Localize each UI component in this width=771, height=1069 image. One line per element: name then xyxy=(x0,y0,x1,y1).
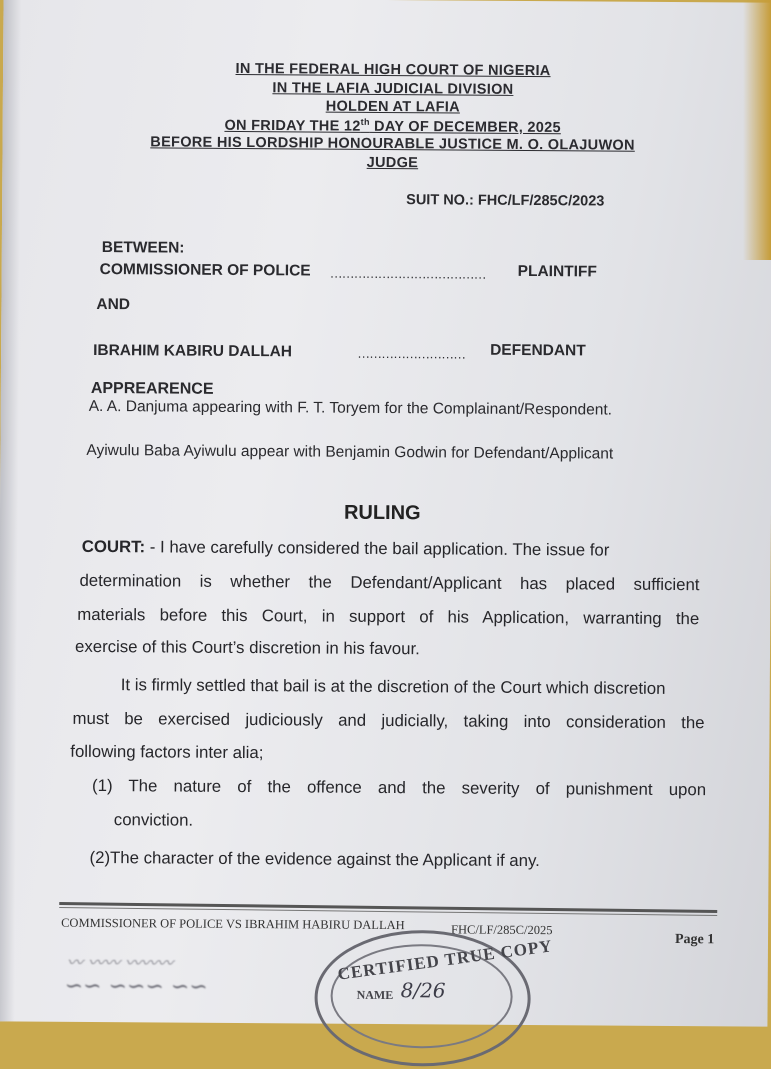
footer-page-number: Page 1 xyxy=(674,932,715,948)
plaintiff-role: PLAINTIFF xyxy=(517,262,597,281)
footer-suit-number: FHC/LF/285C/2025 xyxy=(451,922,553,938)
ruling-paragraph-1-line-3: materials before this Court, in support of his Application, warranting the xyxy=(77,604,700,629)
footer-case-title: COMMISSIONER OF POLICE VS IBRAHIM HABIRU DALLAH xyxy=(61,915,405,933)
factor-1-line-1: (1) The nature of the offence and the severity of punishment upon xyxy=(92,775,707,800)
page-shadow xyxy=(0,0,22,1021)
stamp-text: CERTIFIED TRUE COPY xyxy=(336,936,554,984)
ruling-paragraph-2-line-1: It is firmly settled that bail is at the discretion of the Court which discretion xyxy=(120,675,666,698)
defendant-name: IBRAHIM KABIRU DALLAH xyxy=(93,341,293,361)
handwritten-note-icon: 〰 〰〰 〰〰〰 xyxy=(66,952,174,973)
judge-line: BEFORE HIS LORDSHIP HONOURABLE JUSTICE M. O. OLAJUWON xyxy=(150,134,635,154)
appearance-heading: APPREARENCE xyxy=(90,379,214,398)
judge-title: JUDGE xyxy=(366,154,419,172)
factor-2: (2)The character of the evidence against the Applicant if any. xyxy=(89,847,540,871)
paper-edge-background xyxy=(743,0,771,260)
suit-number: SUIT NO.: FHC/LF/285C/2023 xyxy=(406,192,605,210)
ruling-paragraph-1-line-1: COURT: - I have carefully considered the bail application. The issue for xyxy=(81,536,610,560)
appearance-line-1: A. A. Danjuma appearing with F. T. Toryem for the Complainant/Respondent. xyxy=(88,397,613,419)
between-label: BETWEEN: xyxy=(101,239,185,257)
and-label: AND xyxy=(96,295,131,314)
ruling-title: RULING xyxy=(343,501,421,525)
ruling-paragraph-2-line-3: following factors inter alia; xyxy=(70,741,264,763)
handwritten-signature-icon: ∽∽ ∽∽∽ ∽∽ xyxy=(64,973,208,1000)
ruling-paragraph-1-line-2: determination is whether the Defendant/Applicant has placed sufficient xyxy=(79,570,700,595)
ruling-paragraph-2-line-2: must be exercised judiciously and judicially, taking into consideration the xyxy=(72,708,705,733)
plaintiff-name: COMMISSIONER OF POLICE xyxy=(99,260,311,280)
defendant-dots: ……………………… xyxy=(357,345,466,362)
division-name: IN THE LAFIA JUDICIAL DIVISION xyxy=(272,80,514,98)
stamp-name-label: NAME xyxy=(356,987,394,1003)
plaintiff-dots: ………………………………… xyxy=(329,265,486,282)
stamp-handwriting: 8/26 xyxy=(400,978,446,1003)
hearing-date: ON FRIDAY THE 12th DAY OF DECEMBER, 2025 xyxy=(224,116,561,137)
defendant-role: DEFENDANT xyxy=(490,341,586,360)
holden-at: HOLDEN AT LAFIA xyxy=(325,98,460,116)
factor-1-line-2: conviction. xyxy=(113,810,194,830)
ruling-paragraph-1-line-4: exercise of this Court’s discretion in his favour. xyxy=(74,636,420,659)
appearance-line-2: Ayiwulu Baba Ayiwulu appear with Benjamin Godwin for Defendant/Applicant xyxy=(86,441,614,463)
court-name: IN THE FEDERAL HIGH COURT OF NIGERIA xyxy=(235,60,551,80)
